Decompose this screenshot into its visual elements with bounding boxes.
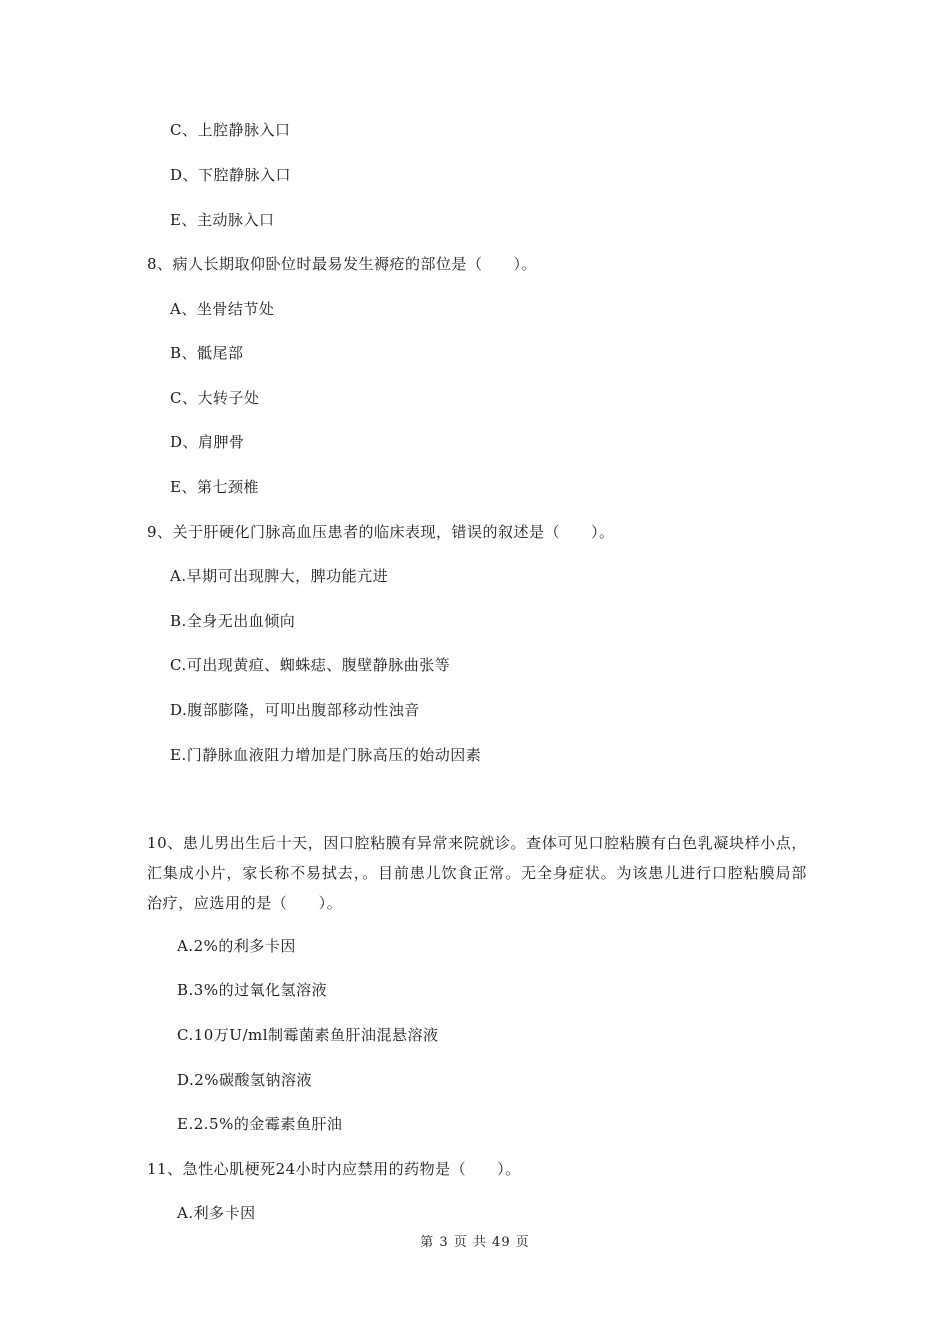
q10-option-a: A.2%的利多卡因 xyxy=(177,937,296,955)
q8-option-d: D、肩胛骨 xyxy=(170,433,245,451)
q7-option-c: C、上腔静脉入口 xyxy=(170,121,291,139)
q9-stem: 9、关于肝硬化门脉高血压患者的临床表现，错误的叙述是（ ）。 xyxy=(147,523,615,541)
page-footer: 第 3 页 共 49 页 xyxy=(420,1235,530,1250)
q8-option-e: E、第七颈椎 xyxy=(170,478,259,496)
q7-option-d: D、下腔静脉入口 xyxy=(170,166,292,184)
q9-option-c: C.可出现黄疸、蜘蛛痣、腹壁静脉曲张等 xyxy=(170,656,451,674)
q10-stem: 10、患儿男出生后十天，因口腔粘膜有异常来院就诊。查体可见口腔粘膜有白色乳凝块样小点，汇集成小片，家长称不易拭去，。目前患儿饮食正常。无全身症状。为该患儿进行口腔粘膜局部治疗，应选用的是（ ）。 xyxy=(147,834,807,912)
q10-option-d: D.2%碳酸氢钠溶液 xyxy=(177,1071,313,1089)
q10-option-c: C.10万U/ml制霉菌素鱼肝油混悬溶液 xyxy=(177,1026,439,1044)
q11-option-a: A.利多卡因 xyxy=(177,1204,256,1222)
q8-option-c: C、大转子处 xyxy=(170,389,260,407)
q8-option-a: A、坐骨结节处 xyxy=(170,300,275,318)
q9-option-d: D.腹部膨隆，可叩出腹部移动性浊音 xyxy=(170,701,420,719)
q11-stem: 11、急性心肌梗死24小时内应禁用的药物是（ ）。 xyxy=(147,1160,521,1178)
q10-option-b: B.3%的过氧化氢溶液 xyxy=(177,981,328,999)
q9-option-b: B.全身无出血倾向 xyxy=(170,612,296,630)
q8-option-b: B、骶尾部 xyxy=(170,344,244,362)
q9-option-e: E.门静脉血液阻力增加是门脉高压的始动因素 xyxy=(170,746,482,764)
q7-option-e: E、主动脉入口 xyxy=(170,211,275,229)
q9-option-a: A.早期可出现脾大，脾功能亢进 xyxy=(170,567,389,585)
q8-stem: 8、病人长期取仰卧位时最易发生褥疮的部位是（ ）。 xyxy=(147,255,538,273)
q10-option-e: E.2.5%的金霉素鱼肝油 xyxy=(177,1115,343,1133)
